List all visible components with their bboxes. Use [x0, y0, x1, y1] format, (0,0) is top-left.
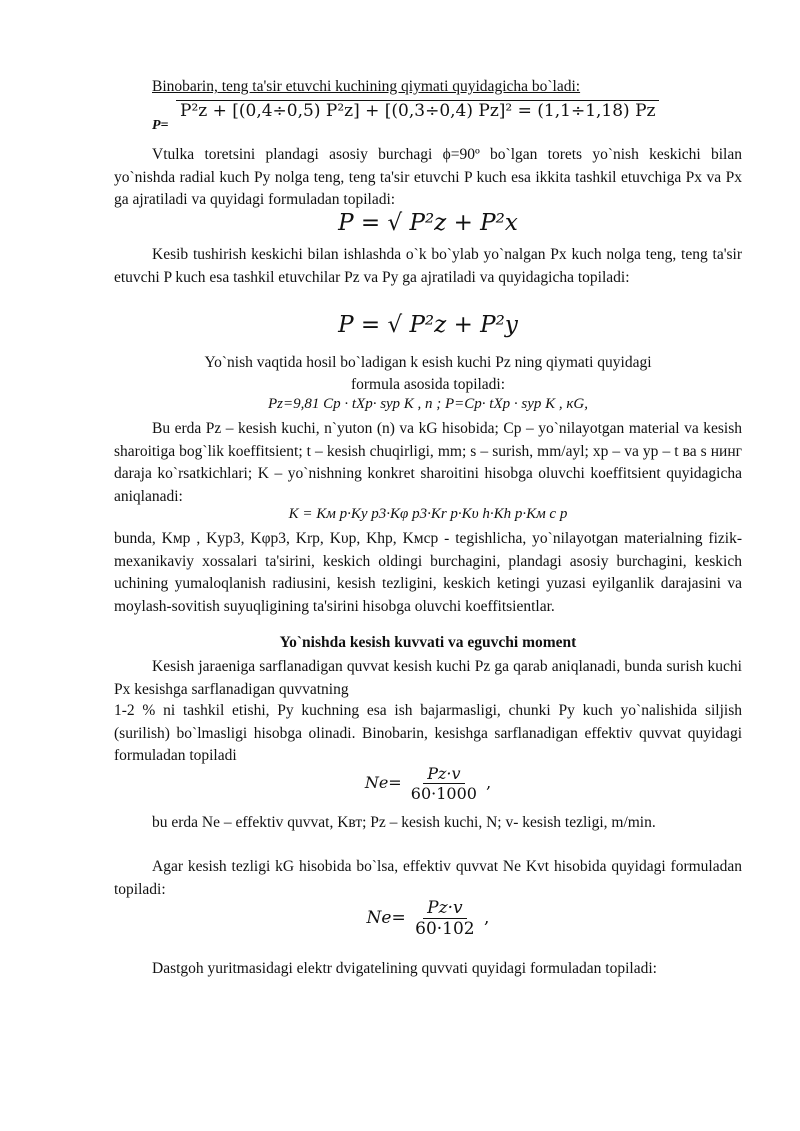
- formula-ne-1000: [114, 764, 742, 803]
- formula-ne-1000-den: 60·1000: [410, 784, 477, 803]
- paragraph-kg-case: Agar kesish tezligi kG hisobida bo`lsa, effektiv quvvat Ne Kvt hisobida quyidagi formuladan topiladi:: [114, 858, 742, 898]
- formula-ne-1000-num: Pz·v: [423, 764, 464, 784]
- paragraph-intro: Binobarin, teng ta'sir etuvchi kuchining qiymati quyidagicha bo`ladi:: [152, 78, 581, 95]
- formula-rhs: P²z + [(0,4÷0,5) P²z] + [(0,3÷0,4) Pz]² = (1,1÷1,18) Pz: [176, 100, 659, 121]
- formula-p-zx: P = √ P²z + P²x: [338, 210, 518, 236]
- paragraph-definitions: Bu erda Pz – kesish kuchi, n`yuton (n) va kG hisobida; Cp – yo`nilayotgan material va kesish sharoitiga bog`lik koeffitsient; t – kesish chuqirligi, mm; s – surish, mm/ayl; xp – va yp – t ва s нинг daraja ko`rsatkichlari; K – yo`nishning konkret sharoitini hisobga oluvchi koeffitsient quyidagicha aniqlanadi:: [114, 420, 742, 505]
- formula-resultant-force: [152, 96, 656, 140]
- formula-pz: Pz=9,81 Cp · tXp· sур K , n ; P=Cp· tXp · syp K , кG,: [268, 396, 588, 412]
- paragraph-power-a: Kesish jaraeniga sarflanadigan quvvat kesish kuchi Pz ga qarab aniqlanadi, bunda surish kuchi Px kesishga sarflanadigan quvvatning: [114, 658, 742, 698]
- paragraph-power-b: 1-2 % ni tashkil etishi, Py kuchning esa ish bajarmasligi, chunki Py kuch yo`nalishida siljish (surilish) bo`lmasligi hisobga olinadi. Binobarin, kesishga sarflanadigan effektiv quvvat quyidagi formuladan topiladi: [114, 702, 742, 764]
- formula-ne-102-tail: ,: [484, 908, 490, 928]
- formula-k: K = Kм p·Kу р3·Kφ р3·Kr p·Kυ h·Kh p·Kм с р: [288, 506, 568, 522]
- paragraph-torets: Vtulka toretsini plandagi asosiy burchagi ϕ=90º bo`lgan torets yo`nish keskichi bilan yo`nishda radial kuch Py nolga teng, teng ta'sir etuvchi P kuch esa ikkita tashkil etuvchiga Px va Px ga ajratiladi va quyidagi formuladan topiladi:: [114, 146, 742, 208]
- formula-ne-1000-tail: ,: [486, 773, 492, 792]
- paragraph-kesib: Kesib tushirish keskichi bilan ishlashda o`k bo`ylab yo`nalgan Px kuch nolga teng, teng ta'sir etuvchi P kuch esa tashkil etuvchilar Pz va Py ga ajratiladi va quyidagicha topiladi:: [114, 246, 742, 286]
- formula-p-zy: P = √ P²z + P²y: [338, 312, 518, 338]
- paragraph-motor: Dastgoh yuritmasidagi elektr dvigatelining quvvati quyidagi formuladan topiladi:: [152, 960, 657, 977]
- paragraph-coefficients: bunda, Kмр , Kур3, Kφр3, Krр, Kυр, Khр, Kмср - tegishlicha, yo`nilayotgan materialning fizik-mexanikaviy xossalari ta'sirini, keskich oldingi burchagini, plandagi asosiy burchagini, keskich uchining yumaloqlanish radiusini, kesish tezligini, keskich ketingi yuzasi eyilganlik darajasini va moylash-sovitish suyuqligining ta'sirini hisobga oluvchi koeffitsientlar.: [114, 530, 742, 615]
- formula-ne-102-den: 60·102: [415, 919, 475, 939]
- formula-lhs: P=: [152, 118, 169, 133]
- formula-ne-102-num: Pz·v: [423, 898, 466, 919]
- formula-ne-102: [114, 898, 742, 939]
- paragraph-cutting-force-b: formula asosida topiladi:: [350, 376, 506, 393]
- paragraph-cutting-force-a: Yo`nish vaqtida hosil bo`ladigan k esish kuchi Pz ning qiymati quyidagi: [204, 354, 652, 371]
- paragraph-ne-def: bu erda Ne – effektiv quvvat, Kвт; Pz – kesish kuchi, N; v- kesish tezligi, m/min.: [152, 814, 656, 831]
- section-title: Yo`nishda kesish kuvvati va eguvchi moment: [279, 634, 577, 651]
- formula-ne-102-lhs: Nе=: [366, 908, 406, 928]
- formula-ne-1000-lhs: Nе=: [364, 773, 402, 792]
